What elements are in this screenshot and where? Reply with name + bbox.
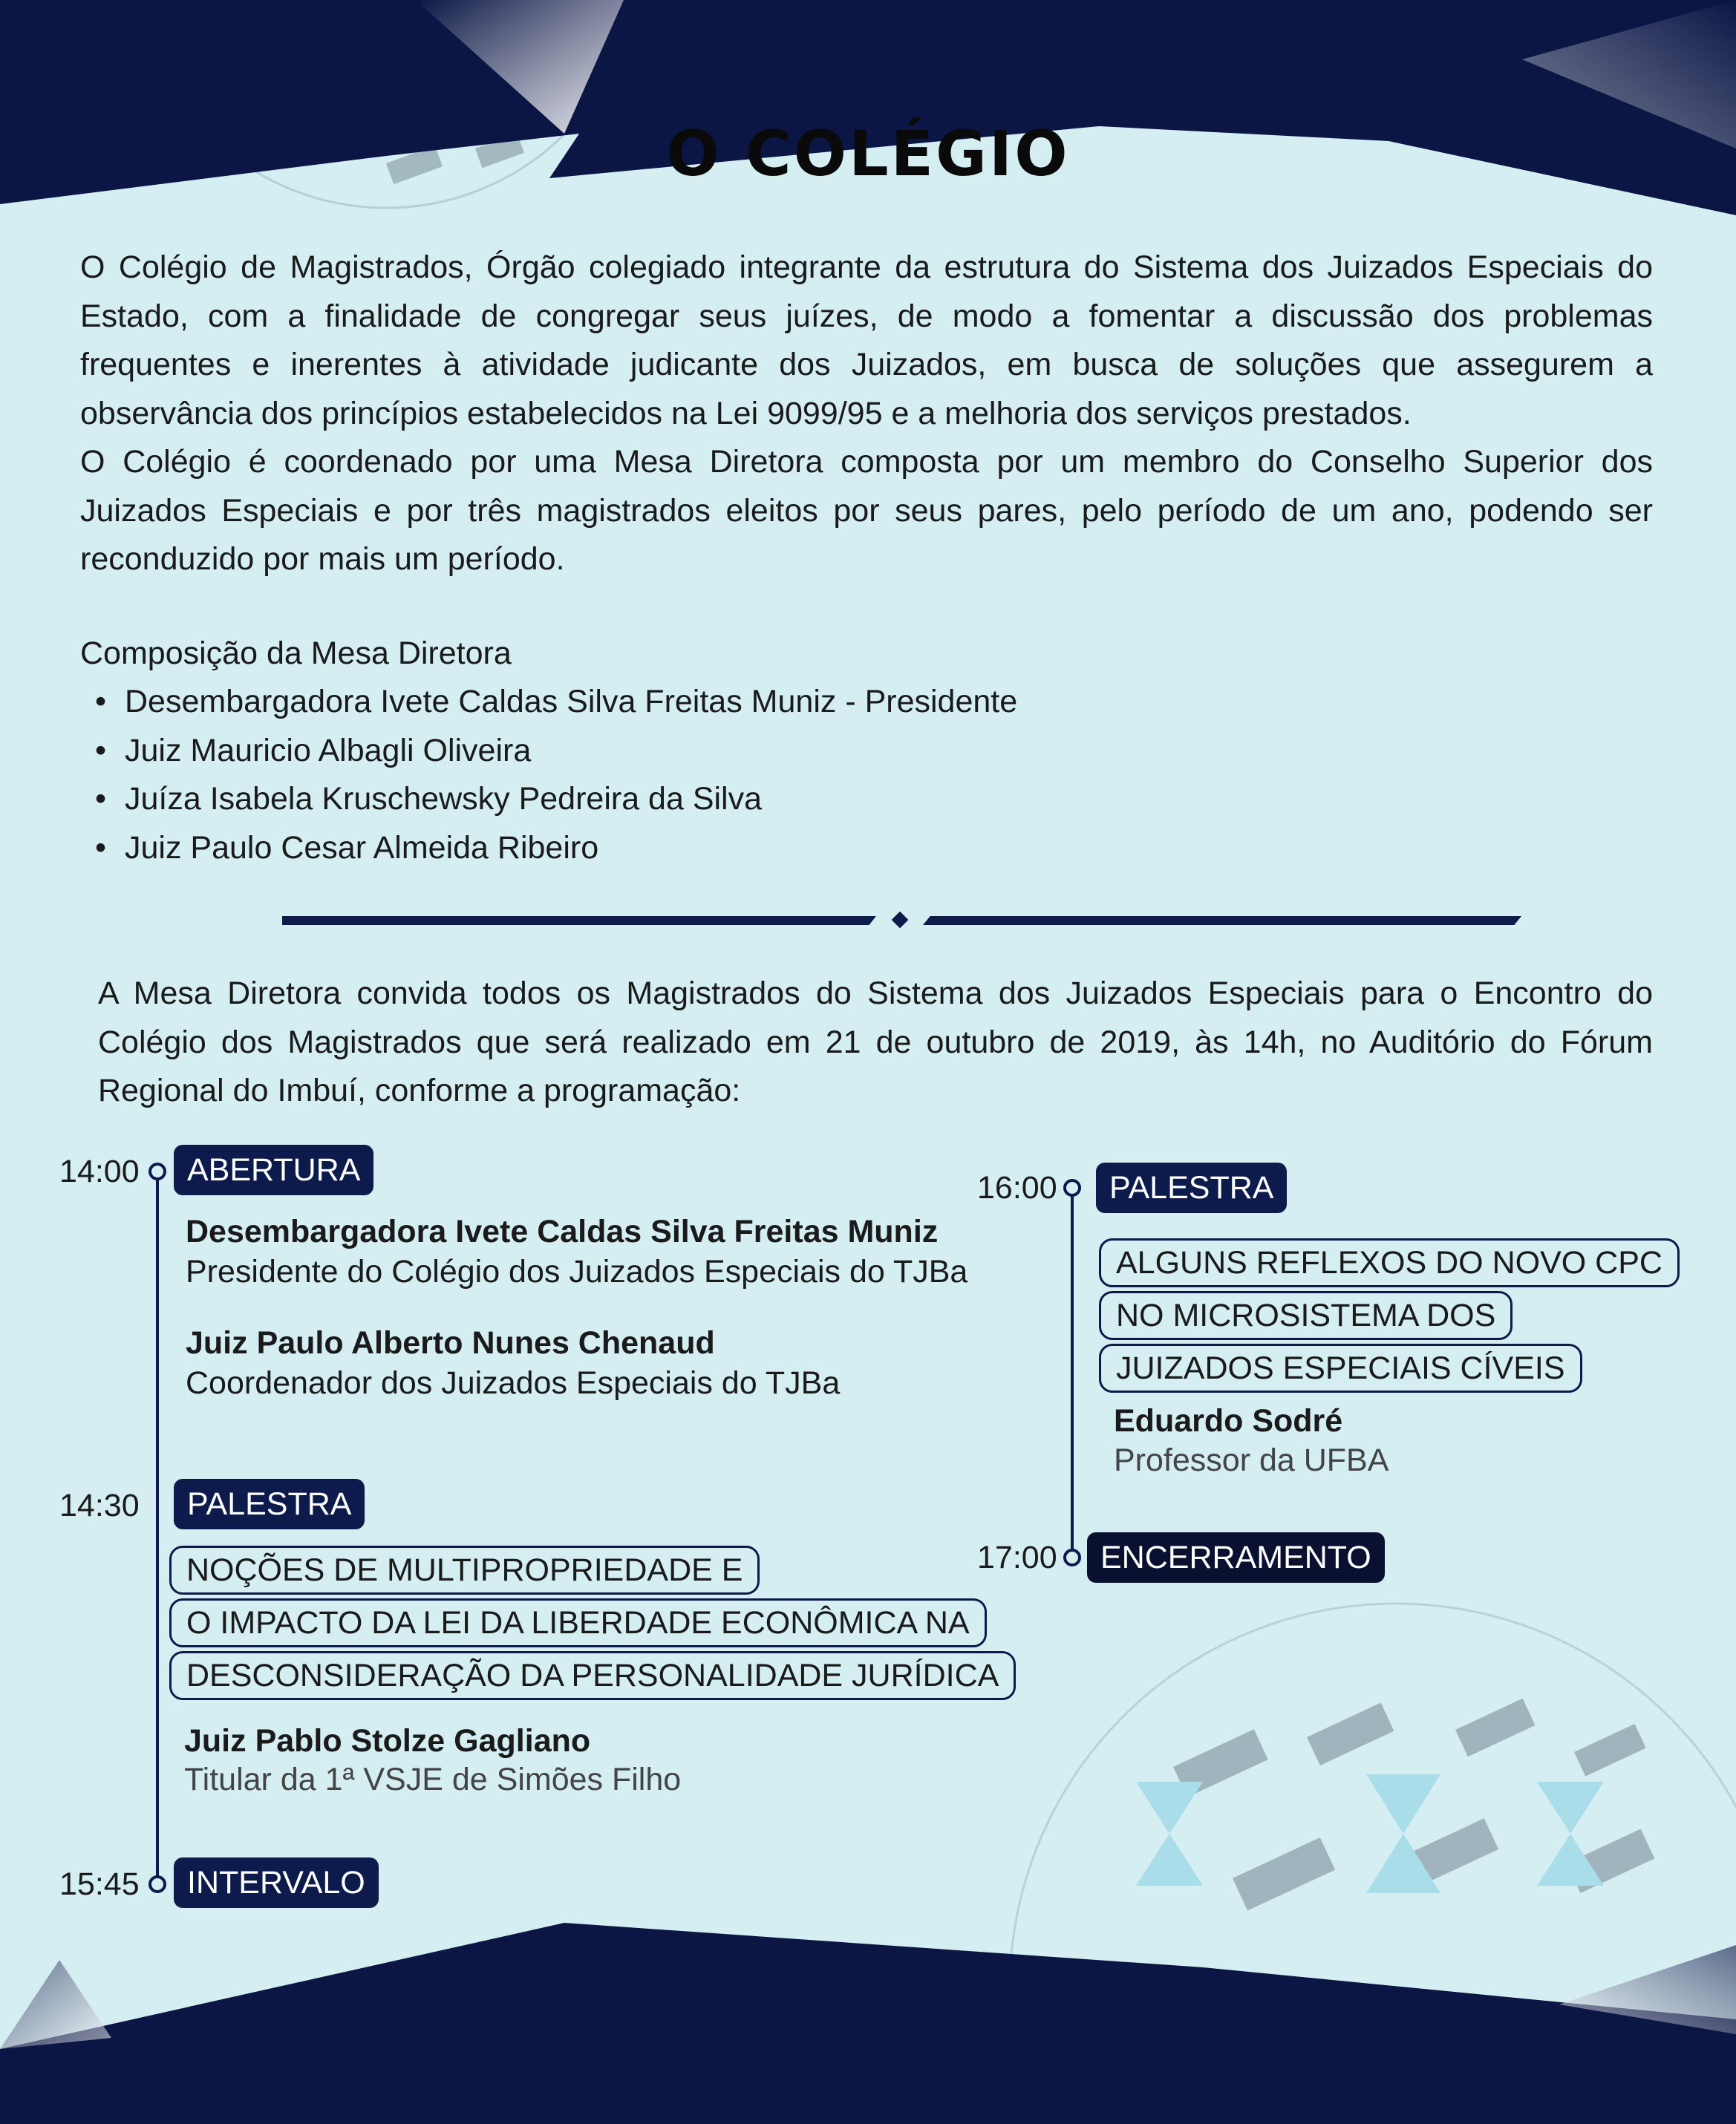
- talk2-title-line: ALGUNS REFLEXOS DO NOVO CPC: [1099, 1238, 1680, 1287]
- talk1-title-line: NOÇÕES DE MULTIPROPRIEDADE E: [169, 1546, 760, 1595]
- time-talk1: 14:30: [59, 1488, 140, 1523]
- speaker-name: Desembargadora Ivete Caldas Silva Freitas Muniz: [186, 1214, 939, 1249]
- time-break: 15:45: [59, 1866, 140, 1902]
- label-closing: ENCERRAMENTO: [1087, 1532, 1385, 1583]
- timeline-dot-icon: [149, 1875, 166, 1893]
- composition-list: [95, 678, 1017, 872]
- timeline-dot-icon: [149, 1163, 166, 1180]
- speaker-role: Professor da UFBA: [1114, 1442, 1389, 1478]
- divider-left: [282, 916, 876, 925]
- timeline-line-right: [1071, 1188, 1074, 1559]
- speaker-name: Juiz Pablo Stolze Gagliano: [184, 1723, 591, 1759]
- invitation-paragraph: A Mesa Diretora convida todos os Magistrados do Sistema dos Juizados Especiais para o Encontro do Colégio dos Magistrados que será realizado em 21 de outubro de 2019, às 14h, no Auditório do Fórum Regional do Imbuí, conforme a programação:: [98, 976, 1653, 1108]
- list-item: • Juiz Mauricio Albagli Oliveira: [95, 727, 1017, 776]
- talk2-title-line: NO MICROSISTEMA DOS: [1099, 1291, 1513, 1340]
- timeline-dot-icon: [1063, 1179, 1081, 1197]
- talk2-title-line: JUIZADOS ESPECIAIS CÍVEIS: [1099, 1344, 1582, 1393]
- timeline-dot-icon: [1063, 1549, 1081, 1566]
- time-talk2: 16:00: [977, 1170, 1057, 1206]
- list-item: • Juíza Isabela Kruschewsky Pedreira da Silva: [95, 775, 1017, 824]
- list-item: • Juiz Paulo Cesar Almeida Ribeiro: [95, 824, 1017, 873]
- speaker-role: Coordenador dos Juizados Especiais do TJBa: [186, 1365, 841, 1401]
- label-talk2: PALESTRA: [1096, 1163, 1287, 1213]
- time-closing: 17:00: [977, 1540, 1057, 1575]
- talk1-title-line: O IMPACTO DA LEI DA LIBERDADE ECONÔMICA NA: [169, 1598, 987, 1647]
- intro-paragraph-1: O Colégio de Magistrados, Órgão colegiado integrante da estrutura do Sistema dos Juizados Especiais do Estado, com a finalidade de congregar seus juízes, de modo a fomentar a discussão dos problemas frequentes e inerentes à atividade judicante dos Juizados, em busca de soluções que assegurem a observância dos princípios estabelecidos na Lei 9099/95 e a melhoria dos serviços prestados.: [80, 249, 1653, 431]
- speaker-name: Juiz Paulo Alberto Nunes Chenaud: [186, 1325, 715, 1361]
- label-break: INTERVALO: [174, 1857, 379, 1908]
- list-item: • Desembargadora Ivete Caldas Silva Freitas Muniz - Presidente: [95, 678, 1017, 727]
- divider-right: [923, 916, 1521, 925]
- time-opening: 14:00: [59, 1154, 140, 1189]
- composition-heading: Composição da Mesa Diretora: [80, 635, 512, 671]
- speaker-role: Presidente do Colégio dos Juizados Especiais do TJBa: [186, 1254, 968, 1290]
- speaker-name: Eduardo Sodré: [1114, 1403, 1343, 1439]
- speaker-role: Titular da 1ª VSJE de Simões Filho: [184, 1762, 682, 1797]
- label-talk1: PALESTRA: [174, 1479, 365, 1529]
- intro-paragraph-2: O Colégio é coordenado por uma Mesa Diretora composta por um membro do Conselho Superior dos Juizados Especiais e por três magistrados eleitos por seus pares, pelo período de um ano, podendo ser reconduzido por mais um período.: [80, 444, 1653, 577]
- talk1-title-line: DESCONSIDERAÇÃO DA PERSONALIDADE JURÍDICA: [169, 1651, 1016, 1700]
- timeline-line-left: [156, 1169, 159, 1882]
- label-opening: ABERTURA: [174, 1145, 373, 1195]
- page-title: O COLÉGIO: [666, 117, 1070, 190]
